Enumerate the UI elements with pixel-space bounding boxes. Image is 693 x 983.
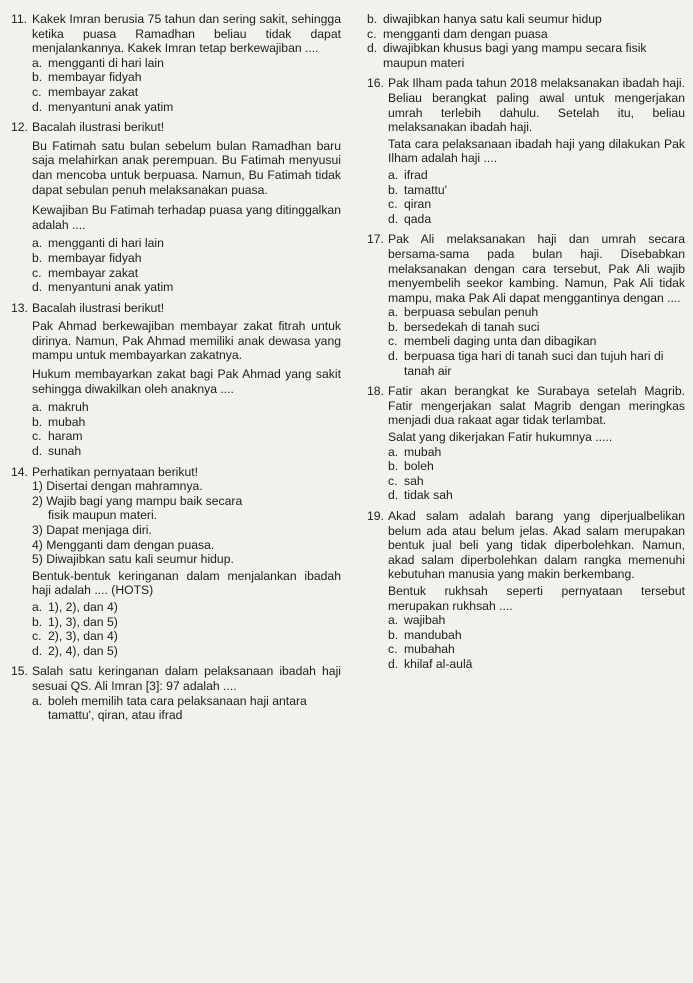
option-b: b. 1), 3), dan 5) [32, 614, 118, 629]
statement-2-cont: fisik maupun materi. [48, 508, 158, 523]
statement-3: 3) Dapat menjaga diri. [32, 523, 152, 537]
question-intro: Perhatikan pernyataan berikut! [32, 464, 198, 479]
option-a: a. mengganti di hari lain [32, 55, 164, 70]
statement-1: 1) Disertai dengan mahramnya. [32, 479, 203, 494]
question-16 [367, 76, 685, 226]
question-18 [367, 384, 685, 503]
option-b: b. mubah [32, 414, 86, 429]
statement-5: 5) Diwajibkan satu kali seumur hidup. [32, 552, 234, 567]
option-c: c. membayar zakat [32, 265, 139, 280]
question-14 [11, 465, 341, 659]
option-a: a. wajibah [388, 613, 446, 628]
option-d: d. diwajibkan khusus bagi yang mampu secara fisik maupun materi [367, 41, 647, 70]
option-c: c. membayar zakat [32, 84, 139, 99]
option-d: d. menyantuni anak yatim [32, 99, 174, 114]
option-d: d. berpuasa tiga hari di tanah suci dan tujuh hari di tanah air [388, 349, 664, 378]
option-d: d. menyantuni anak yatim [32, 280, 174, 295]
illustration-paragraph: Pak Ahmad berkewajiban membayar zakat fitrah untuk dirinya. Namun, Pak Ahmad memiliki anak dewasa yang mampu untuk membayarkan zakatnya. [32, 319, 341, 363]
question-text: Pak Ilham pada tahun 2018 melaksanakan ibadah haji. Beliau berangkat paling awal untuk mengerjakan umrah terlebih dahulu. Setelah itu, beliau melaksanakan ibadah haji. [388, 76, 685, 135]
option-a: a. 1), 2), dan 4) [32, 599, 118, 614]
question-number: 15. [11, 664, 28, 679]
right-column [367, 12, 685, 678]
option-d: d. sunah [32, 444, 82, 459]
option-c: c. haram [32, 429, 83, 444]
option-c: c. membeli daging unta dan dibagikan [388, 334, 597, 349]
option-b: b. mandubah [388, 627, 462, 642]
option-d: d. 2), 4), dan 5) [32, 643, 118, 658]
question-intro: Bacalah ilustrasi berikut! [32, 300, 165, 315]
option-b: b. tamattu' [388, 182, 447, 197]
option-d: d. qada [388, 211, 432, 226]
option-b: b. membayar fidyah [32, 250, 142, 265]
question-17 [367, 232, 685, 378]
question-15 [11, 664, 341, 722]
left-column [11, 12, 341, 729]
question-text-2: Tata cara pelaksanaan ibadah haji yang dilakukan Pak Ilham adalah haji .... [388, 136, 685, 166]
question-intro: Bacalah ilustrasi berikut! [32, 120, 165, 135]
question-text: Kakek Imran berusia 75 tahun dan sering sakit, sehingga ketika puasa Ramadhan beliau tidak dapat menjalankannya. Kakek Imran tetap berkewajiban .... [32, 12, 341, 56]
question-11 [11, 12, 341, 114]
statement-4: 4) Mengganti dam dengan puasa. [32, 537, 215, 552]
option-b: b. boleh [388, 459, 434, 474]
option-b: b. diwajibkan hanya satu kali seumur hidup [367, 12, 602, 26]
question-number: 14. [11, 464, 28, 479]
question-text-2: Bentuk rukhsah seperti pernyataan tersebut merupakan rukhsah .... [388, 583, 685, 613]
option-c: c. mengganti dam dengan puasa [367, 26, 548, 41]
option-a: a. mengganti di hari lain [32, 236, 164, 251]
question-text: Akad salam adalah barang yang diperjualbelikan belum ada atau belum jelas. Akad salam merupakan bentuk jual beli yang tidak diperbolehkan. Namun, akad salam diperbolehkan dalam rangka memenuhi kebutuhan manusia yang makin berkembang. [388, 509, 685, 582]
option-b: b. bersedekah di tanah suci [388, 319, 540, 334]
question-text: Fatir akan berangkat ke Surabaya setelah Magrib. Fatir mengerjakan salat Magrib dengan meringkas menjadi dua rakaat agar tidak terlambat. [388, 384, 685, 428]
question-number: 16. [367, 76, 384, 91]
option-a: a. mubah [388, 444, 442, 459]
question-19 [367, 509, 685, 672]
question-number: 18. [367, 384, 384, 399]
option-a: a. boleh memilih tata cara pelaksanaan haji antara tamattu', qiran, atau ifrad [32, 693, 307, 723]
question-number: 17. [367, 232, 384, 247]
option-b: b. membayar fidyah [32, 70, 142, 85]
option-c: c. mubahah [388, 642, 455, 657]
question-number: 13. [11, 300, 28, 315]
question-number: 19. [367, 509, 384, 523]
statement-2: 2) Wajib bagi yang mampu baik secara [32, 493, 243, 508]
question-text: Bentuk-bentuk keringanan dalam menjalankan ibadah haji adalah .... (HOTS) [32, 568, 341, 598]
question-text: Pak Ali melaksanakan haji dan umrah secara bersama-sama pada bulan haji. Disebabkan melaksanakan dengan cara tersebut, Pak Ali wajib menyembelih seekor kambing. Namun, Pak Ali tidak mampu, maka Pak Ali dapat menggantinya dengan .... [388, 232, 685, 305]
question-text: Kewajiban Bu Fatimah terhadap puasa yang ditinggalkan adalah .... [32, 203, 341, 232]
question-15-continued [367, 12, 685, 70]
option-a: a. makruh [32, 400, 89, 415]
illustration-paragraph: Bu Fatimah satu bulan sebelum bulan Ramadhan baru saja melahirkan anak perempuan. Bu Fatimah menyusui dan mencoba untuk berpuasa. Namun, Bu Fatimah tidak dapat sebulan penuh melaksanakan puasa. [32, 138, 341, 197]
question-12 [11, 120, 341, 295]
option-c: c. qiran [388, 197, 432, 212]
question-text-2: Salat yang dikerjakan Fatir hukumnya ..... [388, 430, 613, 445]
question-text: Salah satu keringanan dalam pelaksanaan ibadah haji sesuai QS. Ali Imran [3]: 97 adalah .... [32, 664, 341, 693]
option-d: d. tidak sah [388, 488, 453, 503]
question-number: 11. [11, 12, 28, 26]
option-a: a. ifrad [388, 167, 428, 182]
option-a: a. berpuasa sebulan penuh [388, 305, 539, 320]
option-c: c. sah [388, 473, 424, 488]
question-number: 12. [11, 120, 28, 135]
question-text: Hukum membayarkan zakat bagi Pak Ahmad yang sakit sehingga diwakilkan oleh anaknya .... [32, 367, 341, 396]
question-13 [11, 301, 341, 459]
option-d: d. khilaf al-aulā [388, 656, 473, 671]
option-c: c. 2), 3), dan 4) [32, 629, 118, 644]
